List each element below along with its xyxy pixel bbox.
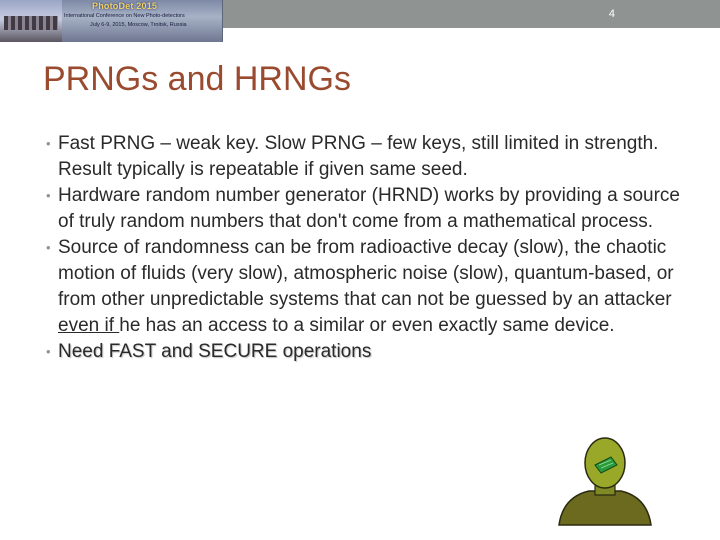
bullet-text-part: Source of randomness can be from radioactive decay (slow), the chaotic motion of fluids (very slow), atmospheric noise (slow), quantum-based, or from other unpredictable systems that can not be guessed by an attacker xyxy=(58,237,674,310)
conference-logo: PhotoDet 2015 xyxy=(92,1,158,11)
bullet-dot: • xyxy=(46,240,51,255)
conference-banner xyxy=(0,0,223,42)
banner-photo xyxy=(0,0,62,42)
person-with-chip-in-head-icon xyxy=(555,435,655,527)
bullet-text: Fast PRNG – weak key. Slow PRNG – few keys, still limited in strength. Result typically is repeatable if given same seed. xyxy=(58,133,659,180)
bullet-list xyxy=(46,131,686,365)
bullet-item xyxy=(46,183,686,235)
bullet-dot: • xyxy=(46,136,51,151)
bullet-item xyxy=(46,339,686,365)
conference-dates: July 6-9, 2015, Moscow, Troitsk, Russia xyxy=(90,22,187,28)
bullet-text: Hardware random number generator (HRND) works by providing a source of truly random numbers that don't come from a mathematical process. xyxy=(58,185,680,232)
bullet-dot: • xyxy=(46,188,51,203)
bullet-item xyxy=(46,131,686,183)
bullet-text: Need FAST and SECURE operations xyxy=(58,341,372,362)
page-number: 4 xyxy=(608,8,615,20)
conference-name: International Conference on New Photo-detectors xyxy=(64,13,185,19)
bullet-text-part: he has an access to a similar or even exactly same device. xyxy=(119,315,615,336)
underlined-phrase: even if xyxy=(58,315,120,336)
bullet-text xyxy=(58,235,686,339)
bullet-dot: • xyxy=(46,344,51,359)
bullet-item xyxy=(46,235,686,339)
slide-title: PRNGs and HRNGs xyxy=(43,60,351,98)
